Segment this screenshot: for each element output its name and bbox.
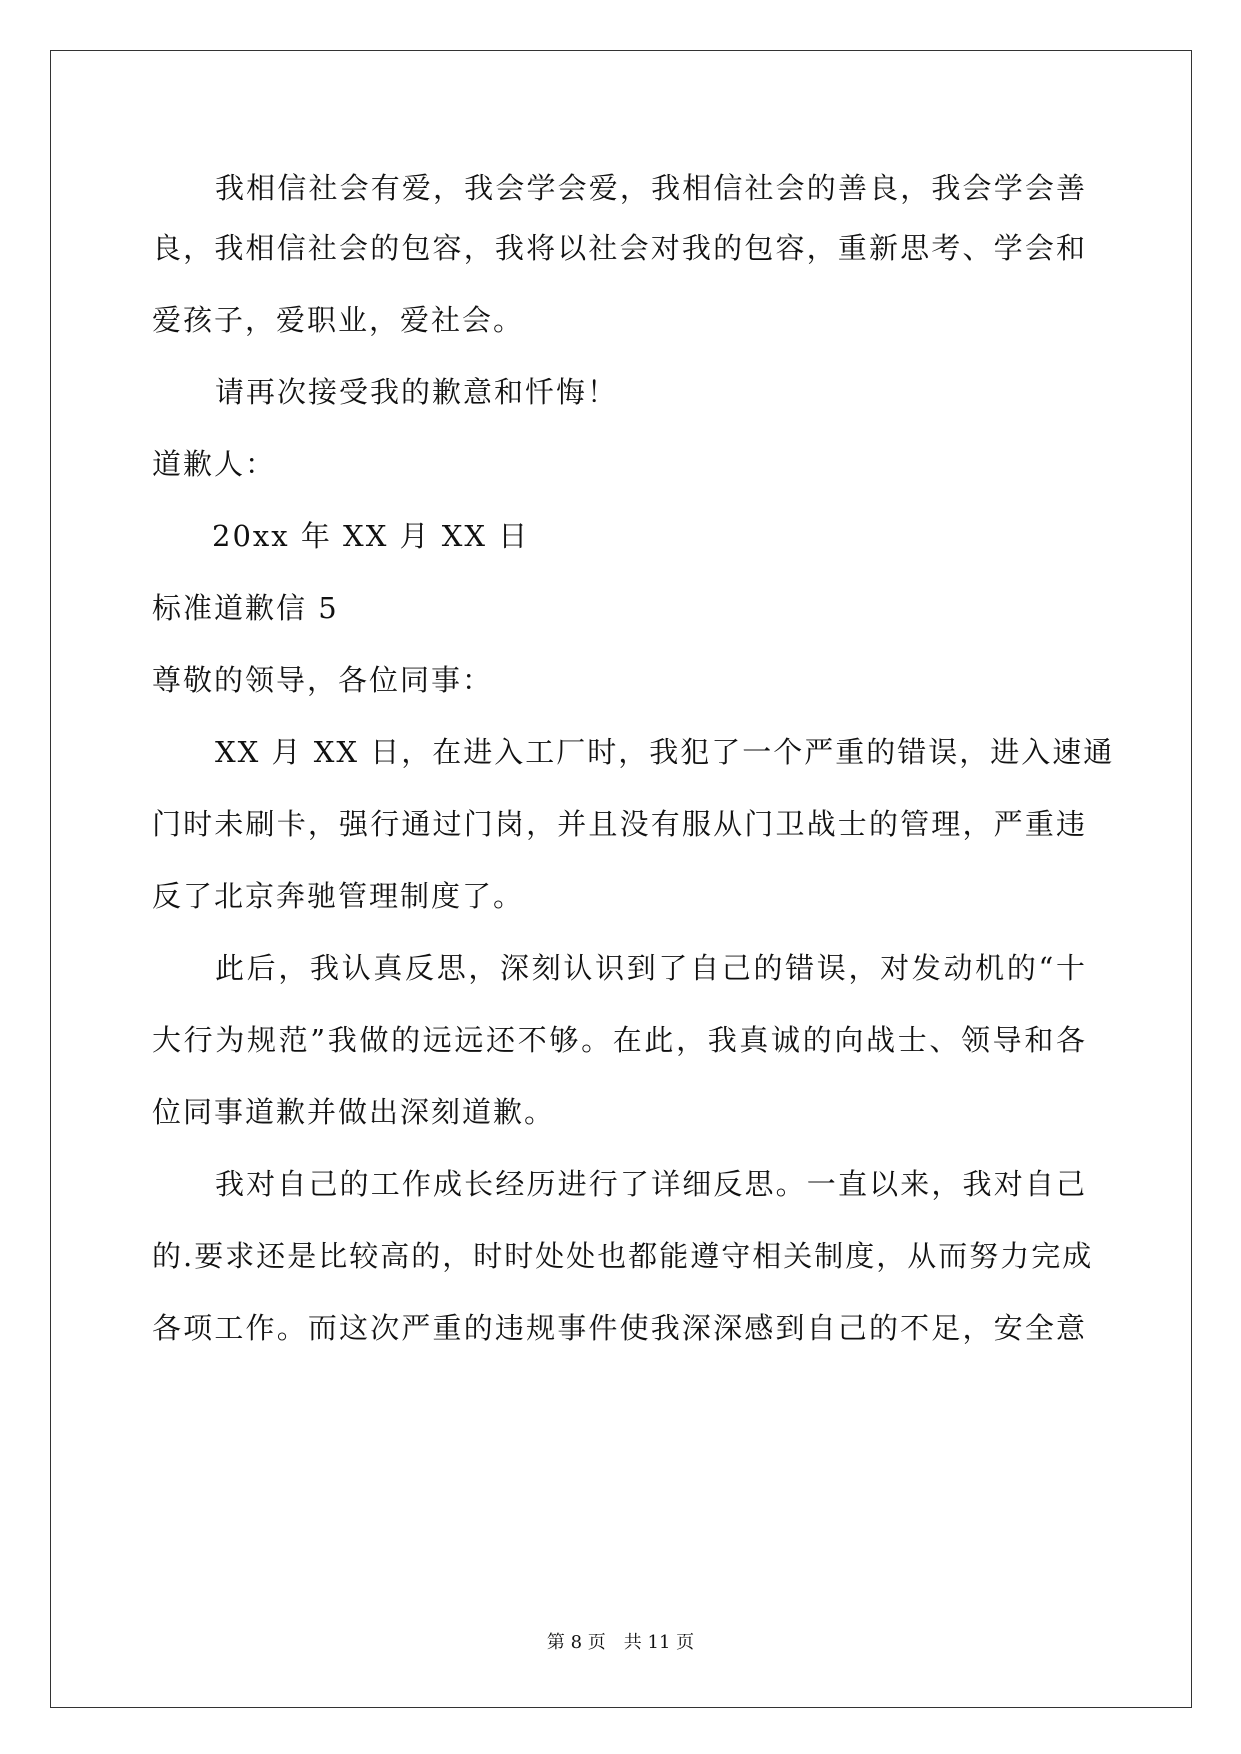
section-title: 标准道歉信 5 bbox=[152, 591, 339, 625]
page-footer bbox=[0, 1631, 1241, 1655]
paragraph-2-line-1: XX 月 XX 日，在进入工厂时，我犯了一个严重的错误，进入速通 bbox=[215, 735, 1115, 769]
paragraph-2-line-2: 门时未刷卡，强行通过门岗，并且没有服从门卫战士的管理，严重违 bbox=[152, 807, 1087, 841]
signature-label: 道歉人： bbox=[152, 447, 277, 481]
paragraph-3-line-1: 此后，我认真反思，深刻认识到了自己的错误，对发动机的“十 bbox=[215, 951, 1087, 985]
paragraph-4-line-1: 我对自己的工作成长经历进行了详细反思。一直以来，我对自己 bbox=[215, 1167, 1087, 1201]
paragraph-4-line-2: 的.要求还是比较高的，时时处处也都能遵守相关制度，从而努力完成 bbox=[152, 1239, 1094, 1273]
page-number: 第 8 页 bbox=[546, 1632, 606, 1653]
paragraph-1-line-1: 我相信社会有爱，我会学会爱，我相信社会的善良，我会学会善 bbox=[215, 171, 1087, 205]
paragraph-4-line-3: 各项工作。而这次严重的违规事件使我深深感到自己的不足，安全意 bbox=[152, 1311, 1087, 1345]
salutation: 尊敬的领导，各位同事： bbox=[152, 663, 494, 697]
paragraph-3-line-3: 位同事道歉并做出深刻道歉。 bbox=[152, 1095, 556, 1129]
paragraph-2-line-3: 反了北京奔驰管理制度了。 bbox=[152, 879, 525, 913]
paragraph-1-line-2: 良，我相信社会的包容，我将以社会对我的包容，重新思考、学会和 bbox=[152, 231, 1087, 265]
paragraph-3-line-2: 大行为规范”我做的远远还不够。在此，我真诚的向战士、领导和各 bbox=[152, 1023, 1087, 1057]
paragraph-1-line-3: 爱孩子，爱职业，爱社会。 bbox=[152, 303, 525, 337]
closing-request: 请再次接受我的歉意和忏悔！ bbox=[215, 375, 619, 409]
page-total: 共 11 页 bbox=[623, 1632, 695, 1653]
date-line: 20xx 年 XX 月 XX 日 bbox=[212, 519, 530, 553]
